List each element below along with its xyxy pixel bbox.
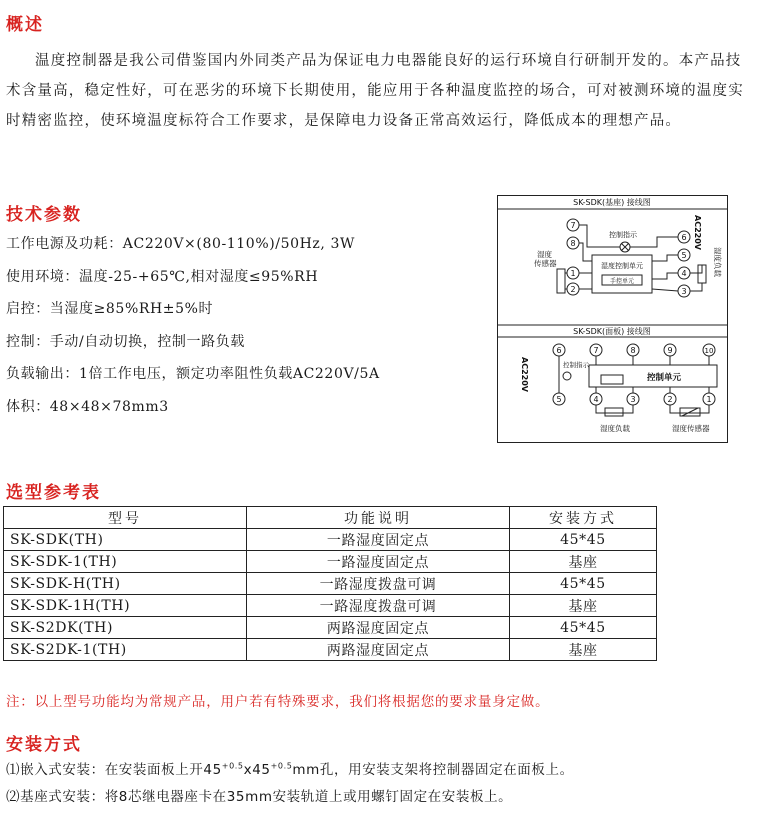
table-row — [4, 639, 657, 661]
install-cell: 基座 — [510, 595, 657, 617]
top-terminal-7: 7 — [570, 221, 576, 230]
function-cell: 一路湿度固定点 — [247, 529, 510, 551]
model-cell: SK-S2DK(TH) — [4, 617, 247, 639]
header-function: 功能说明 — [247, 507, 510, 529]
spec-environment: 使用环境：温度-25-+65℃,相对湿度≤95%RH — [6, 269, 319, 285]
table-row — [4, 529, 657, 551]
bottom-terminal-6: 6 — [556, 346, 562, 355]
bottom-terminal-3: 3 — [630, 395, 636, 404]
top-terminal-2: 2 — [570, 285, 576, 294]
bottom-terminal-4: 4 — [593, 395, 599, 404]
top-diagram-title: SK-SDK(基座) 接线图 — [573, 198, 651, 207]
function-cell: 两路湿度固定点 — [247, 639, 510, 661]
bottom-terminal-10: 10 — [704, 347, 714, 355]
table-header-row — [4, 507, 657, 529]
selection-note: 注：以上型号功能均为常规产品，用户若有特殊要求，我们将根据您的要求量身定做。 — [6, 694, 550, 710]
bottom-terminal-9: 9 — [667, 346, 673, 355]
top-terminal-8: 8 — [570, 239, 576, 248]
top-terminal-5: 5 — [681, 251, 687, 260]
install-cell: 45*45 — [510, 617, 657, 639]
top-terminal-1: 1 — [570, 269, 576, 278]
model-cell: SK-SDK-1H(TH) — [4, 595, 247, 617]
bottom-terminal-7: 7 — [593, 346, 599, 355]
table-row — [4, 551, 657, 573]
panel-ac-label: AC220V — [520, 357, 529, 392]
manual-unit-label: 手控单元 — [609, 278, 635, 285]
overview-title: 概述 — [6, 15, 44, 35]
spec-load-output: 负载输出：1倍工作电压，额定功率阻性负载AC220V/5A — [6, 366, 380, 382]
install-cell: 45*45 — [510, 529, 657, 551]
tech-title: 技术参数 — [6, 205, 82, 225]
humidity-sensor-label: 湿度传感器 — [534, 250, 557, 268]
bottom-terminal-5: 5 — [556, 395, 562, 404]
selection-title: 选型参考表 — [6, 483, 101, 503]
table-row — [4, 617, 657, 639]
top-terminal-3: 3 — [681, 287, 687, 296]
control-unit-label: 湿度控制单元 — [601, 262, 643, 270]
install-cell: 基座 — [510, 639, 657, 661]
panel-indicator-label: 控制指示 — [563, 361, 589, 369]
install-cell: 基座 — [510, 551, 657, 573]
top-terminal-6: 6 — [681, 233, 687, 242]
bottom-terminal-2: 2 — [667, 395, 673, 404]
load-label: 湿度负载 — [713, 247, 722, 277]
overview-text: 温度控制器是我公司借鉴国内外同类产品为保证电力电器能良好的运行环境自行研制开发的。本产品技术含量高，稳定性好，可在恶劣的环境下长期使用，能应用于各种温度监控的场合，可对被测环境的温度实时精密监控，使环境温度标符合工作要求，是保障电力设备正常高效运行，降低成本的理想产品。 — [6, 53, 744, 129]
spec-start-control: 启控：当湿度≥85%RH±5%时 — [6, 301, 214, 317]
top-terminal-4: 4 — [681, 269, 687, 278]
install-embedded: ⑴嵌入式安装：在安装面板上开$45^{+0.5}x45^{+0.5}mm$孔，用安装支架将控制器固定在面板上。 — [6, 761, 574, 778]
model-cell: SK-SDK-1(TH) — [4, 551, 247, 573]
selection-table — [3, 506, 657, 661]
function-cell: 一路湿度拨盘可调 — [247, 595, 510, 617]
model-cell: SK-S2DK-1(TH) — [4, 639, 247, 661]
function-cell: 一路湿度拨盘可调 — [247, 573, 510, 595]
model-cell: SK-SDK-H(TH) — [4, 573, 247, 595]
install-base: ⑵基座式安装：将8芯继电器座卡在35mm安装轨道上或用螺钉固定在安装板上。 — [6, 789, 513, 805]
spec-control: 控制：手动/自动切换，控制一路负载 — [6, 334, 245, 350]
install-cell: 45*45 — [510, 573, 657, 595]
header-install: 安装方式 — [510, 507, 657, 529]
panel-load-label: 湿度负载 — [600, 424, 630, 433]
panel-control-label: 控制单元 — [647, 373, 682, 383]
model-cell: SK-SDK(TH) — [4, 529, 247, 551]
bottom-diagram-title: SK-SDK(面板) 接线图 — [573, 327, 651, 336]
ac-label: AC220V — [693, 215, 702, 250]
header-model: 型号 — [4, 507, 247, 529]
function-cell: 两路湿度固定点 — [247, 617, 510, 639]
function-cell: 一路湿度固定点 — [247, 551, 510, 573]
table-row — [4, 595, 657, 617]
table-row — [4, 573, 657, 595]
panel-sensor-label: 湿度传感器 — [672, 424, 710, 433]
spec-power: 工作电源及功耗：AC220V×(80-110%)/50Hz, 3W — [6, 236, 355, 252]
indicator-label: 控制指示 — [609, 231, 637, 239]
wiring-diagram — [497, 195, 728, 443]
bottom-terminal-1: 1 — [706, 395, 712, 404]
bottom-terminal-8: 8 — [630, 346, 636, 355]
install-title: 安装方式 — [6, 735, 82, 755]
spec-volume: 体积：48×48×78mm3 — [6, 399, 169, 415]
